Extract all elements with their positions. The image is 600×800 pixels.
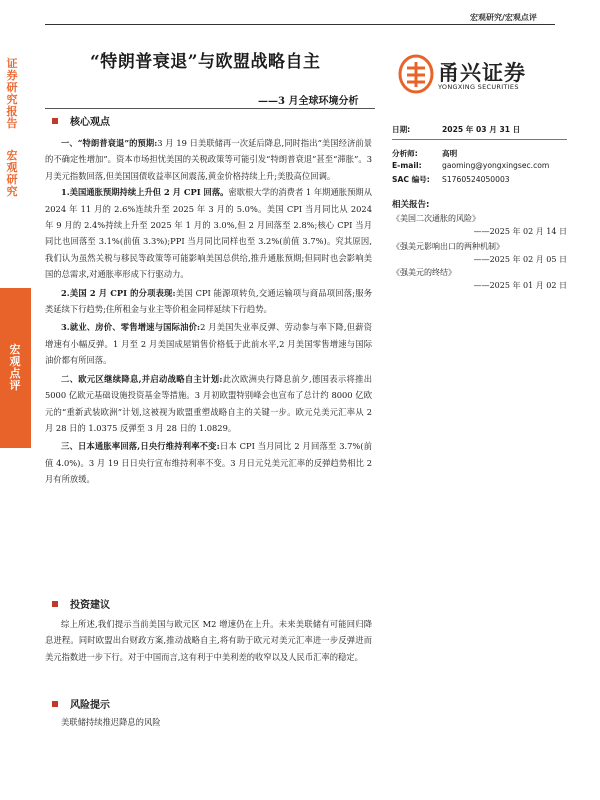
section-heading-text: 核心观点 (70, 117, 110, 128)
report-type-tag: 宏观研究/宏观点评 (470, 13, 537, 22)
para-text: 美国 CPI 能源项转负,交通运输项与商品项回落;服务类延续下行趋势;住所租金与业主等价租金同样延续下行趋势。 (45, 287, 372, 315)
related-report-title: 《强美元的终结》 (392, 268, 456, 277)
related-reports-heading: 相关报告: (392, 200, 430, 210)
page-subtitle: ——3 月全球环境分析 (258, 96, 359, 107)
date-row (392, 124, 520, 135)
risk-body (45, 714, 372, 730)
sidebar-mid-label: 宏观研究 (6, 149, 18, 198)
core-para-2 (45, 184, 372, 282)
related-report-item[interactable] (392, 240, 567, 266)
email-value[interactable]: gaoming@yongxingsec.com (442, 161, 550, 170)
section-heading-text: 投资建议 (70, 600, 110, 611)
company-logo-name: 甬兴证券 (438, 61, 526, 85)
section-heading-invest (52, 596, 110, 611)
core-para-6 (45, 438, 372, 487)
section-bullet-icon (52, 118, 58, 124)
invest-body (45, 616, 372, 665)
core-para-4 (45, 319, 372, 368)
para-lead: 3.就业、房价、零售增速与国际油价: (61, 322, 201, 333)
core-para-3 (45, 285, 372, 318)
related-report-title: 《美国二次通胀的风险》 (392, 214, 480, 223)
sac-value: S1760524050003 (442, 175, 510, 184)
risk-text: 美联储持续推迟降息的风险 (61, 717, 161, 727)
para-lead: 一、“特朗普衰退”的预期: (61, 138, 158, 148)
sac-row (392, 174, 510, 185)
para-text: 3 月 19 日美联储再一次延后降息,同时指出“美国经济前景的不确定性增加”。资本市场担忧美国的关税政策等可能引发“特朗普衰退”甚至“滞胀”。3 月美元指数回落,但美国国债收益率区间震荡,黄金价格持续上升;美股高位回调。 (45, 138, 372, 181)
title-rule (45, 108, 375, 109)
analyst-row (392, 148, 457, 159)
para-lead: 三、日本通胀率回落,日央行维持利率不变: (61, 441, 220, 452)
para-text: 日本 CPI 当月同比 2 月回落至 3.7%(前值 4.0%)。3 月 19 日日央行宣布维持利率不变。3 月日元兑美元汇率的反弹趋势相比 2 月有所放缓。 (45, 441, 372, 485)
header-rule (45, 24, 555, 25)
section-heading-core (52, 113, 110, 128)
analyst-block (392, 148, 567, 188)
analyst-name: 高明 (442, 149, 458, 158)
para-text: 此次欧洲央行降息前夕,德国表示将推出 5000 亿欧元基础设施投资基金等措施。3 月初欧盟特别峰会也宣布了总计约 8000 亿欧元的“重新武装欧洲”计划,这被视为欧盟重塑战略自主的关键一步。欧元兑美元汇率从 2 月 28 日的 1.0375 反弹至 3 月 28 日的 1.0829。 (45, 373, 373, 433)
para-lead: 2.美国 2 月 CPI 的分项表现: (61, 287, 176, 298)
section-bullet-icon (52, 701, 58, 707)
email-row (392, 161, 549, 170)
core-body (45, 135, 372, 488)
related-report-date: ——2025 年 02 月 14 日 (473, 227, 567, 237)
sidebar-top-label: 证券研究报告 (6, 57, 18, 130)
page-title: “特朗普衰退”与欧盟战略自主 (90, 52, 321, 72)
section-heading-risk (52, 696, 110, 711)
date-value: 2025 年 03 月 31 日 (442, 125, 521, 134)
analyst-label: 分析师: (392, 149, 418, 158)
company-logo-en: YONGXING SECURITIES (438, 83, 519, 91)
para-text: 密歇根大学的消费者 1 年期通胀预期从 2024 年 11 月的 2.6%连续升至 2025 年 3 月的 5.0%。美国 CPI 当月同比从 2024 年 9 月的 2.4%持续上升至 2025 年 1 月的 3.0%,但 2 月回落至 2.8%;核心 CPI 当月同比也回落至 3.1%(前值 3.3%);PPI 当月同比同样也至 3.2%(前值 3.7%)。究其原因,我们认为虽然关税与移民等政策等可能影响美国总供给,推升通胀预期;但同时也会影响美国的总需求,对通胀率形成下行驱动力。 (45, 187, 372, 280)
para-lead: 1.美国通胀预期持续上升但 2 月 CPI 回落。 (61, 187, 229, 198)
company-logo-icon (398, 54, 434, 98)
meta-rule (392, 139, 567, 140)
date-label: 日期: (392, 125, 411, 134)
related-report-item[interactable] (392, 266, 567, 292)
invest-text: 综上所述,我们提示当前美国与欧元区 M2 增速仍在上升。未来美联储有可能回归降息进程。同时欧盟出台财政方案,推动战略自主,将有助于欧元对美元汇率进一步反弹进而美元指数进一步下行。对于中国而言,这有利于中美利差的收窄以及人民币汇率的稳定。 (45, 619, 372, 662)
para-lead: 二、欧元区继续降息,并启动战略自主计划: (61, 373, 223, 384)
related-report-date: ——2025 年 01 月 02 日 (473, 281, 567, 291)
related-report-date: ——2025 年 02 月 05 日 (473, 255, 567, 265)
section-bullet-icon (52, 601, 58, 607)
sac-label: SAC 编号: (392, 175, 430, 184)
core-para-1 (45, 135, 372, 184)
email-label: E-mail: (392, 161, 422, 170)
para-text: 2 月美国失业率反弹、劳动参与率下降,但薪资增速有小幅反弹。1 月至 2 月美国成屋销售价格低于此前水平,2 月美国零售增速与国际油价都有所回落。 (45, 322, 372, 366)
related-report-item[interactable] (392, 212, 567, 238)
sidebar-band-label: 宏观点评 (9, 343, 21, 392)
section-heading-text: 风险提示 (70, 700, 110, 711)
core-para-5 (45, 371, 372, 437)
related-report-title: 《强美元影响出口的两种机制》 (392, 242, 504, 251)
